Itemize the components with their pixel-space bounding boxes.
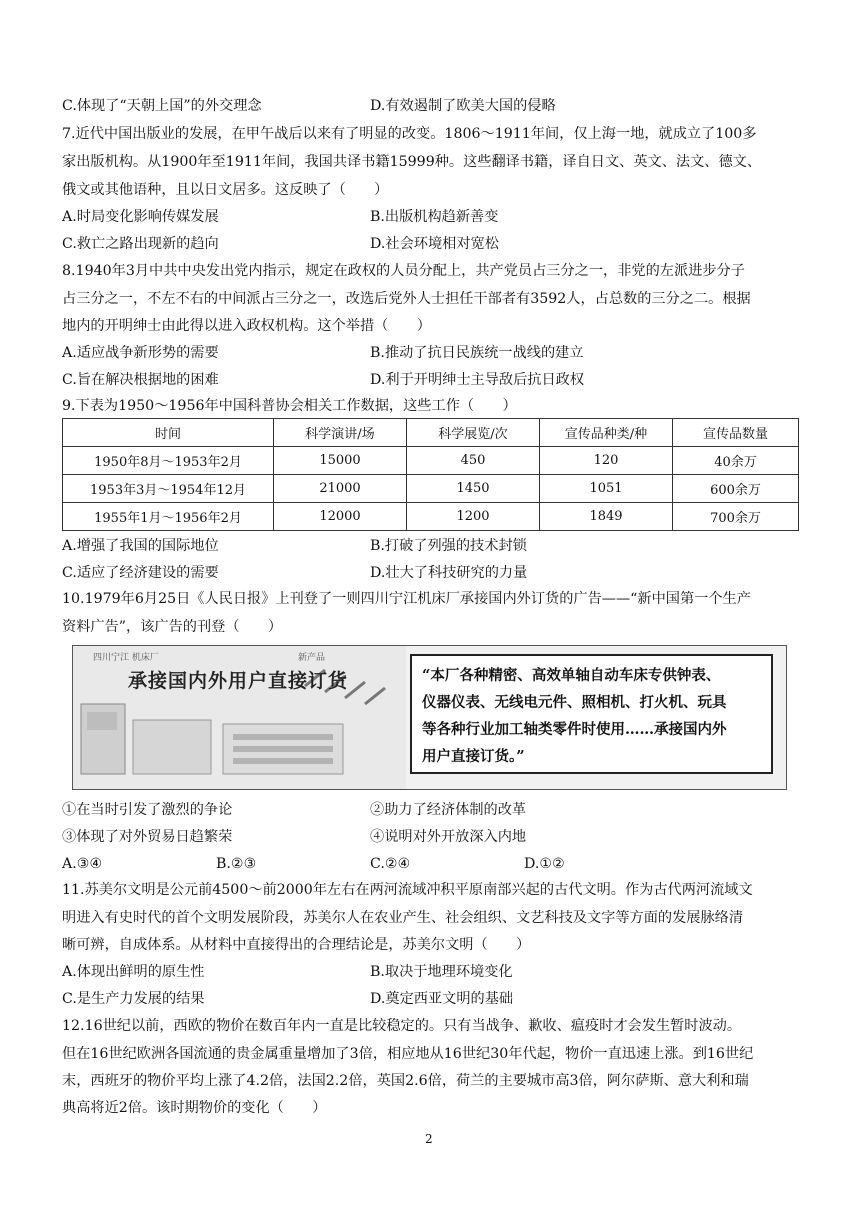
q8-option-c: C.旨在解决根据地的困难 — [62, 372, 219, 388]
table-row — [63, 475, 799, 503]
advert-caption-left: 四川宁江 机床厂 — [93, 653, 159, 663]
table-cell: 1450 — [407, 475, 540, 503]
advert-caption-right: 新产品 — [298, 653, 326, 663]
q9-stem-line-1: 9.下表为1950～1956年中国科普协会相关工作数据，这些工作（ ） — [62, 398, 517, 414]
q9-option-d: D.壮大了科技研究的力量 — [370, 565, 528, 581]
advert-quote-line: 用户直接订货。” — [422, 748, 525, 765]
table-cell: 700余万 — [673, 503, 799, 531]
table-cell: 1200 — [407, 503, 540, 531]
q7-option-c: C.救亡之路出现新的趋向 — [62, 236, 219, 252]
q11-stem-line-1: 11.苏美尔文明是公元前4500～前2000年左右在两河流域冲积平原南部兴起的古代文明。作为古代两河流域文 — [62, 882, 753, 898]
q12-stem-line-2: 但在16世纪欧洲各国流通的贵金属重量增加了3倍，相应地从16世纪30年代起，物价一直迅速上涨。到16世纪 — [62, 1046, 754, 1062]
q6-option-c: C.体现了“天朝上国”的外交理念 — [62, 98, 262, 114]
q10-statement-4: ④说明对外开放深入内地 — [370, 829, 527, 845]
advert-quote-line: 仪器仪表、无线电元件、照相机、打火机、玩具 — [422, 694, 727, 711]
table-cell: 1051 — [540, 475, 673, 503]
q11-option-b: B.取决于地理环境变化 — [370, 964, 513, 980]
q7-stem-line-2: 家出版机构。从1900年至1911年间，我国共译书籍15999种。这些翻译书籍，译自日文、英文、法文、德文、 — [62, 154, 762, 170]
q8-option-d: D.利于开明绅士主导敌后抗日政权 — [370, 372, 585, 388]
q9-option-c: C.适应了经济建设的需要 — [62, 565, 219, 581]
table-row — [63, 503, 799, 531]
advert-quote-box — [410, 654, 773, 774]
q7-option-a: A.时局变化影响传媒发展 — [62, 209, 219, 225]
q8-option-a: A.适应战争新形势的需要 — [62, 345, 219, 361]
table-header-row — [63, 419, 799, 447]
table-header-cell: 科学演讲/场 — [274, 419, 407, 447]
q12-stem-line-1: 12.16世纪以前，西欧的物价在数百年内一直是比较稳定的。只有当战争、歉收、瘟疫时才会发生暂时波动。 — [62, 1018, 742, 1034]
advert-photo-panel — [73, 646, 406, 789]
q11-option-a: A.体现出鲜明的原生性 — [62, 964, 205, 980]
q10-option-d: D.①② — [524, 856, 565, 872]
q9-option-a: A.增强了我国的国际地位 — [62, 538, 219, 554]
q11-option-d: D.奠定西亚文明的基础 — [370, 991, 514, 1007]
table-cell: 21000 — [274, 475, 407, 503]
table-header-cell: 科学展览/次 — [407, 419, 540, 447]
q8-option-b: B.推动了抗日民族统一战线的建立 — [370, 345, 584, 361]
q10-stem-line-1: 10.1979年6月25日《人民日报》上刊登了一则四川宁江机床厂承接国内外订货的广告——“新中国第一个生产 — [62, 591, 751, 607]
table-header-cell: 宣传品数量 — [673, 419, 799, 447]
q9-option-b: B.打破了列强的技术封锁 — [370, 538, 527, 554]
q8-stem-line-2: 占三分之一，不左不右的中间派占三分之一，改选后党外人士担任干部者有3592人，占总数的三分之二。根据 — [62, 291, 751, 307]
q10-option-a: A.③④ — [62, 856, 103, 872]
q10-statement-1: ①在当时引发了激烈的争论 — [62, 802, 233, 818]
q7-stem-line-1: 7.近代中国出版业的发展，在甲午战后以来有了明显的改变。1806～1911年间，仅上海一地，就成立了100多 — [62, 126, 757, 142]
table-header-cell: 宣传品种类/种 — [540, 419, 673, 447]
table-cell: 1953年3月～1954年12月 — [63, 475, 274, 503]
q10-statement-3: ③体现了对外贸易日趋繁荣 — [62, 829, 233, 845]
advert-quote-line: “本厂各种精密、高效单轴自动车床专供钟表、 — [422, 667, 721, 684]
table-row — [63, 447, 799, 475]
table-cell: 120 — [540, 447, 673, 475]
q7-stem-line-3: 俄文或其他语种，且以日文居多。这反映了（ ） — [62, 182, 389, 198]
page-number: 2 — [425, 1132, 433, 1146]
q12-stem-line-3: 末，西班牙的物价平均上涨了4.2倍，法国2.2倍，英国2.6倍，荷兰的主要城市高3倍，阿尔萨斯、意大利和瑞 — [62, 1073, 749, 1089]
table-cell: 1950年8月～1953年2月 — [63, 447, 274, 475]
science-popularization-table — [62, 418, 799, 531]
q7-option-b: B.出版机构趋新善变 — [370, 209, 499, 225]
q8-stem-line-3: 地内的开明绅士由此得以进入政权机构。这个举措（ ） — [62, 318, 431, 334]
q10-stem-line-2: 资料广告”，该广告的刊登（ ） — [62, 619, 283, 635]
table-cell: 40余万 — [673, 447, 799, 475]
q11-stem-line-2: 明进入有史时代的首个文明发展阶段，苏美尔人在农业产生、社会组织、文艺科技及文字等方面的发展脉络清 — [62, 910, 744, 926]
q8-stem-line-1: 8.1940年3月中共中央发出党内指示，规定在政权的人员分配上，共产党员占三分之一，非党的左派进步分子 — [62, 263, 745, 279]
table-header-cell: 时间 — [63, 419, 274, 447]
table-cell: 1849 — [540, 503, 673, 531]
q11-option-c: C.是生产力发展的结果 — [62, 991, 205, 1007]
q11-stem-line-3: 晰可辨，自成体系。从材料中直接得出的合理结论是，苏美尔文明（ ） — [62, 937, 531, 953]
table-cell: 12000 — [274, 503, 407, 531]
table-cell: 450 — [407, 447, 540, 475]
table-cell: 15000 — [274, 447, 407, 475]
table-cell: 600余万 — [673, 475, 799, 503]
newspaper-advert-image — [72, 645, 787, 790]
q10-statement-2: ②助力了经济体制的改革 — [370, 802, 527, 818]
q12-stem-line-4: 典高将近2倍。该时期物价的变化（ ） — [62, 1100, 327, 1116]
q10-option-c: C.②④ — [370, 856, 411, 872]
table-cell: 1955年1月～1956年2月 — [63, 503, 274, 531]
advert-headline: 承接国内外用户直接订货 — [128, 670, 349, 692]
q7-option-d: D.社会环境相对宽松 — [370, 236, 499, 252]
q6-option-d: D.有效遏制了欧美大国的侵略 — [370, 98, 556, 114]
advert-quote-line: 等各种行业加工轴类零件时使用……承接国内外 — [422, 721, 727, 738]
q10-option-b: B.②③ — [216, 856, 257, 872]
